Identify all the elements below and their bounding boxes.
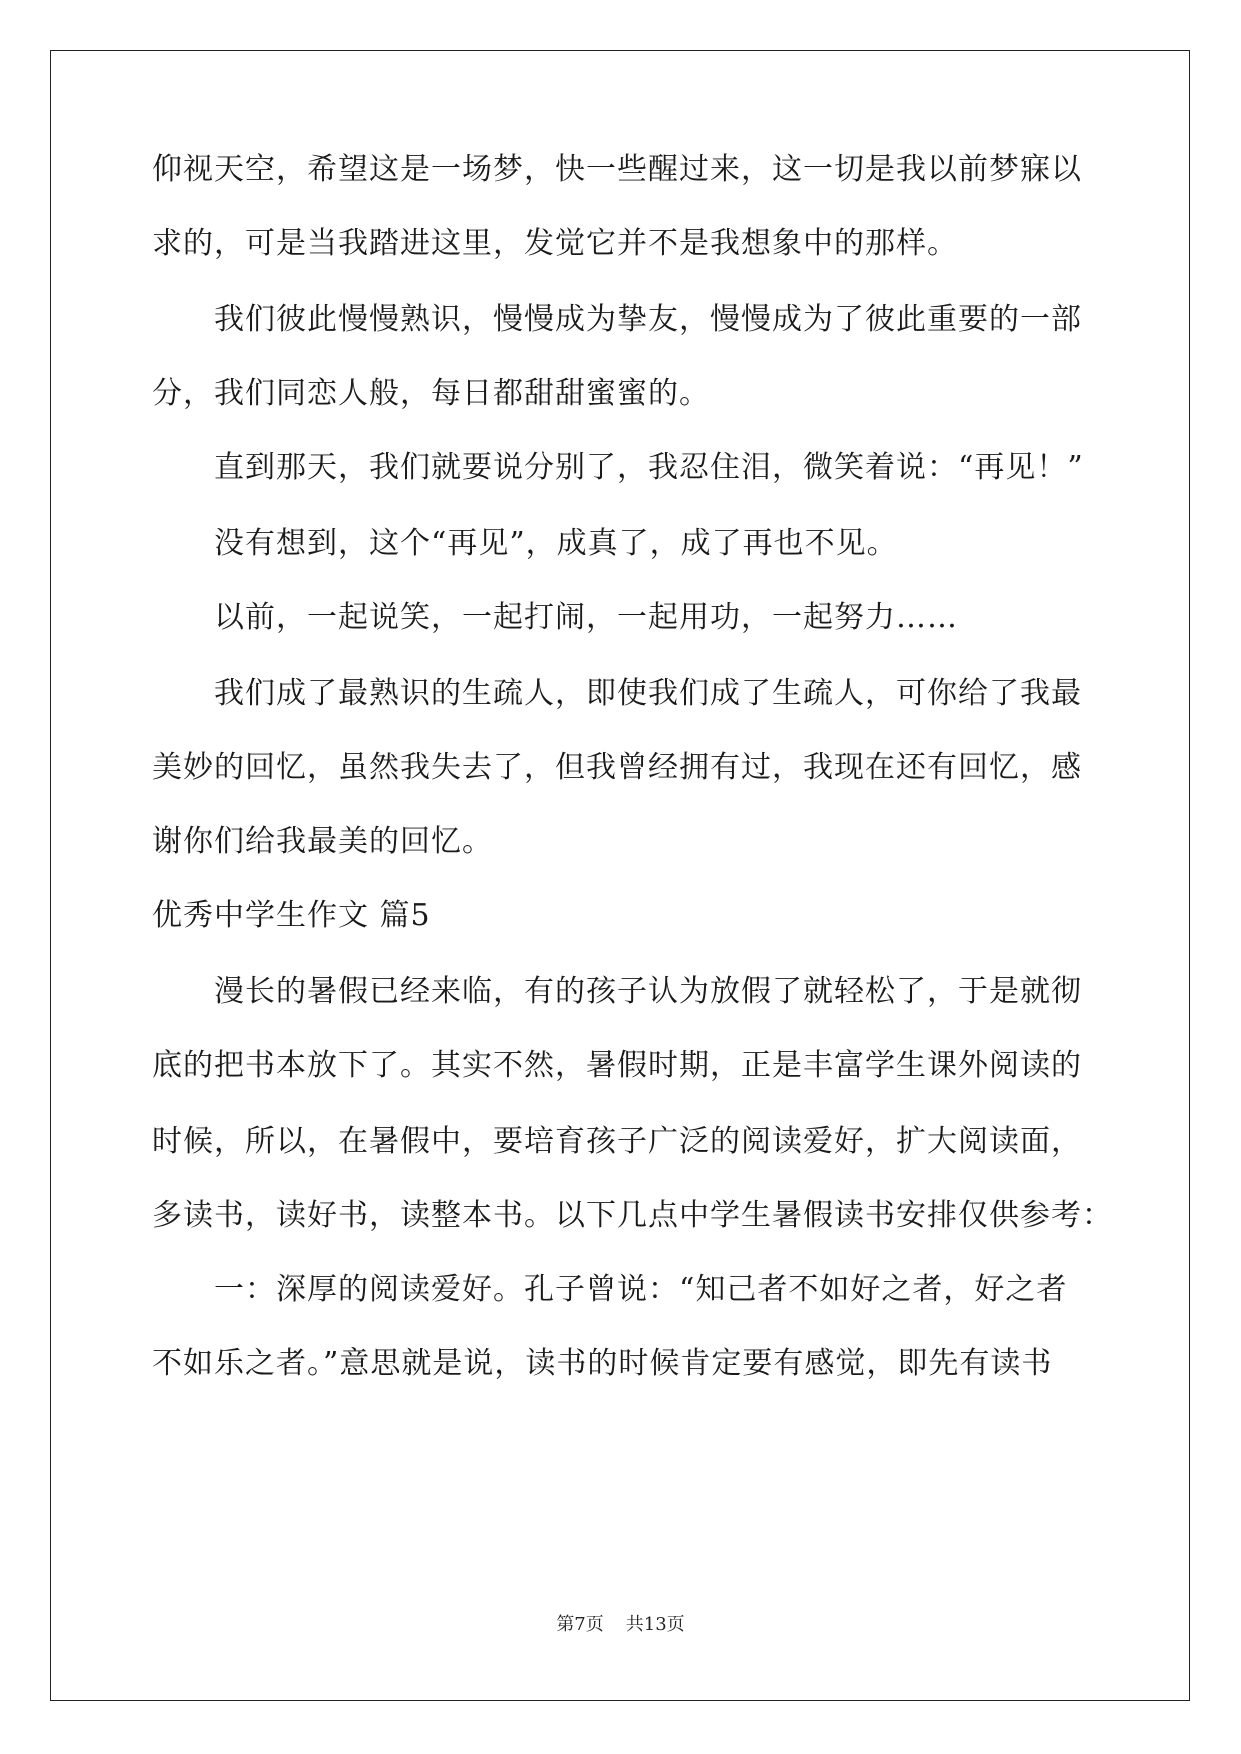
page-border xyxy=(50,50,1190,1701)
text-line: 多读书，读好书，读整本书。以下几点中学生暑假读书安排仅供参考： xyxy=(152,1198,1113,1233)
text-line: 我们成了最熟识的生疏人，即使我们成了生疏人，可你给了我最 xyxy=(214,676,1082,711)
text-line: 仰视天空，希望这是一场梦，快一些醒过来，这一切是我以前梦寐以 xyxy=(152,152,1082,187)
text-line: 没有想到，这个“再见”，成真了，成了再也不见。 xyxy=(214,526,898,561)
page-total: 共13页 xyxy=(625,1614,685,1635)
text-line: 求的，可是当我踏进这里，发觉它并不是我想象中的那样。 xyxy=(152,226,958,261)
text-line: 底的把书本放下了。其实不然，暑假时期，正是丰富学生课外阅读的 xyxy=(152,1048,1082,1083)
page-footer xyxy=(0,1614,1241,1636)
text-line: 分，我们同恋人般，每日都甜甜蜜蜜的。 xyxy=(152,376,710,411)
text-line: 美妙的回忆，虽然我失去了，但我曾经拥有过，我现在还有回忆，感 xyxy=(152,750,1082,785)
text-line: 以前，一起说笑，一起打闹，一起用功，一起努力…… xyxy=(214,600,958,635)
text-line: 漫长的暑假已经来临，有的孩子认为放假了就轻松了，于是就彻 xyxy=(214,974,1082,1009)
text-line: 我们彼此慢慢熟识，慢慢成为挚友，慢慢成为了彼此重要的一部 xyxy=(214,302,1082,337)
text-line: 不如乐之者。”意思就是说，读书的时候肯定要有感觉，即先有读书 xyxy=(152,1346,1053,1381)
text-line: 直到那天，我们就要说分别了，我忍住泪，微笑着说：“再见！” xyxy=(214,450,1084,485)
text-line: 谢你们给我最美的回忆。 xyxy=(152,824,493,859)
text-line: 时候，所以，在暑假中，要培育孩子广泛的阅读爱好，扩大阅读面， xyxy=(152,1124,1082,1159)
section-heading: 优秀中学生作文 篇5 xyxy=(152,898,431,933)
text-line: 一：深厚的阅读爱好。孔子曾说：“知己者不如好之者，好之者 xyxy=(214,1272,1068,1307)
page-number: 第7页 xyxy=(556,1614,604,1635)
